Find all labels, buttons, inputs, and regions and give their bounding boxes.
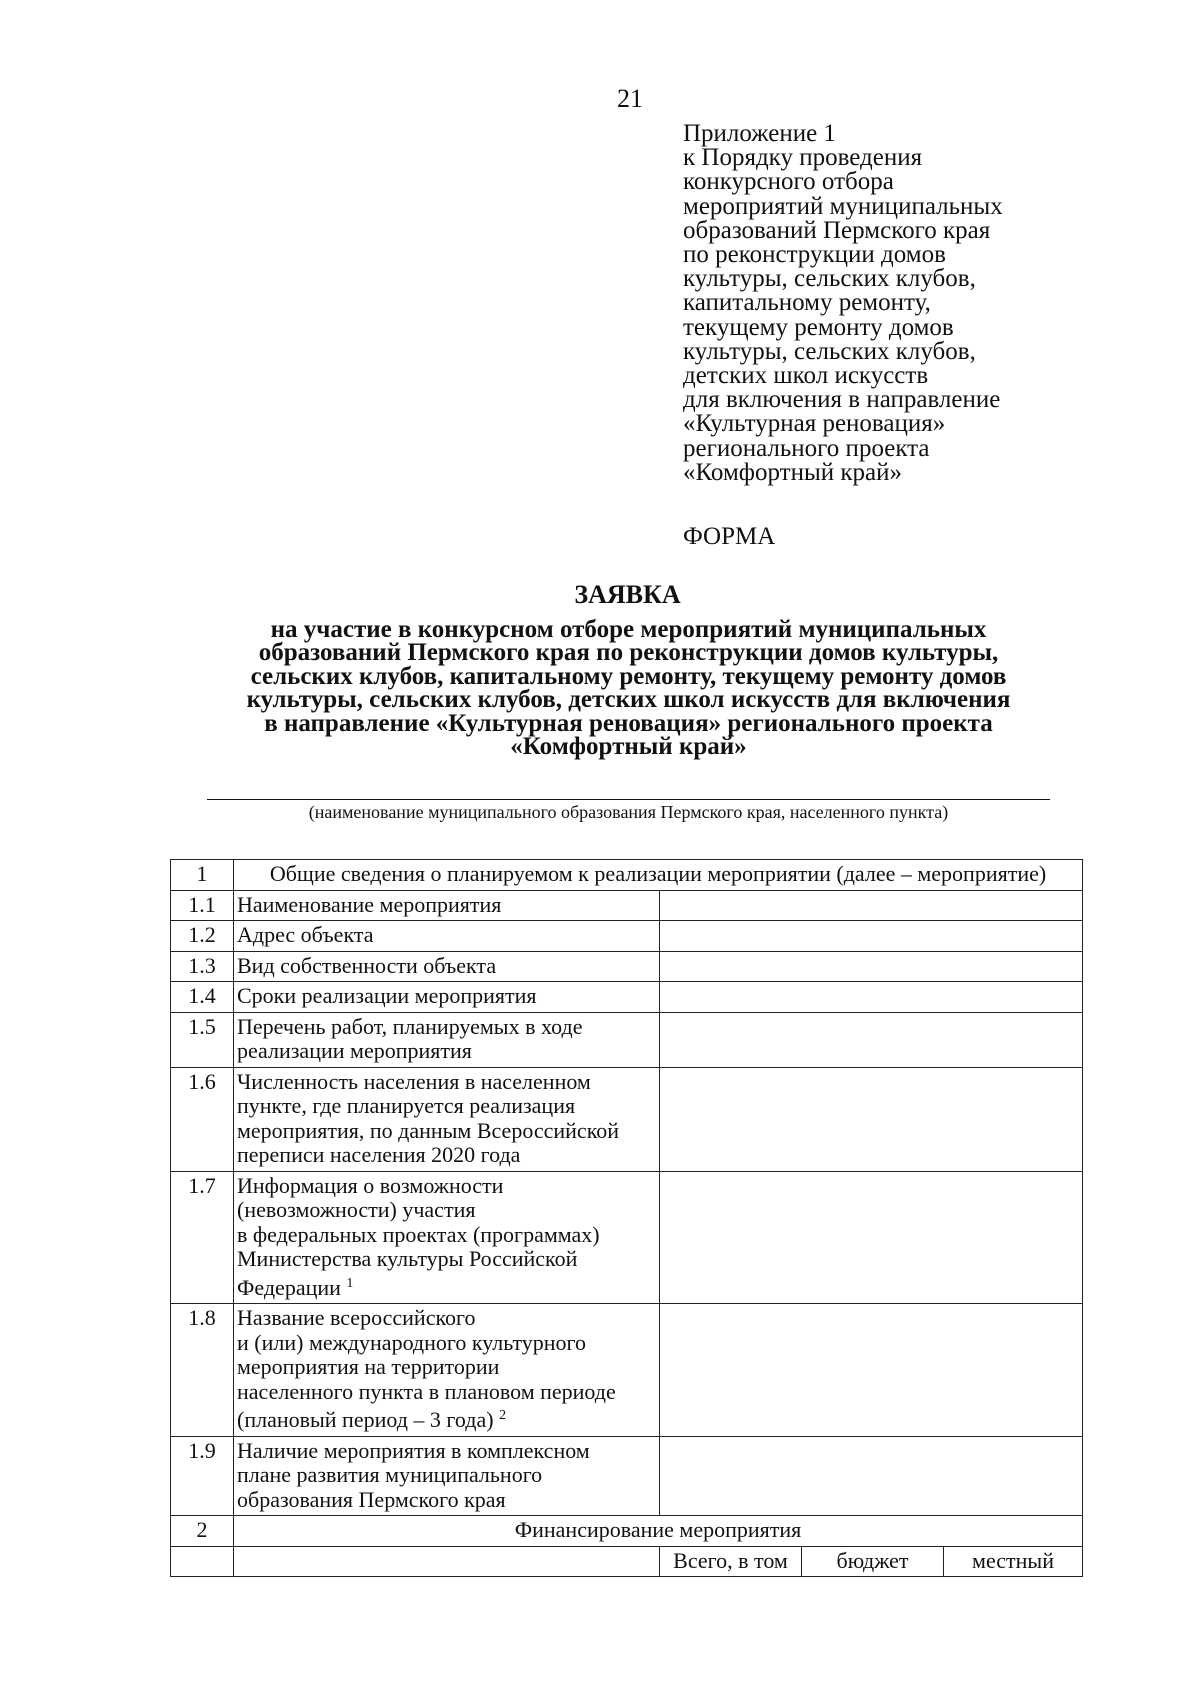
row-number: 1.1 — [171, 890, 234, 921]
row-label-text: Федерации — [237, 1274, 341, 1300]
row-label — [234, 890, 660, 921]
subtitle-line: сельских клубов, капитальному ремонту, текущему ремонту домов — [250, 662, 1007, 690]
row-number: 1.6 — [171, 1067, 234, 1171]
finance-header-row — [171, 1546, 1083, 1577]
appendix-line: по реконструкции домов — [683, 241, 946, 269]
row-number: 1.9 — [171, 1436, 234, 1516]
row-label-line: населенного пункта в плановом периоде — [237, 1378, 616, 1404]
footnote-marker: 2 — [499, 1408, 507, 1423]
row-number: 1.5 — [171, 1012, 234, 1067]
row-label — [234, 1436, 660, 1516]
row-label — [234, 951, 660, 982]
document-subtitle — [170, 616, 1087, 761]
row-label-line: (невозможности) участия — [237, 1197, 476, 1222]
row-label-line: Численность населения в населенном — [237, 1068, 591, 1094]
row-value-cell[interactable] — [660, 890, 1083, 921]
appendix-line: культуры, сельских клубов, — [683, 265, 976, 293]
table-row — [171, 890, 1083, 921]
row-label — [234, 982, 660, 1013]
row-label-line: Сроки реализации мероприятия — [237, 983, 537, 1008]
appendix-line: культуры, сельских клубов, — [683, 337, 976, 365]
table-row — [171, 921, 1083, 952]
application-form-table — [170, 859, 1083, 1577]
appendix-header — [683, 122, 1143, 485]
subtitle-line: образований Пермского края по реконструкции домов культуры, — [258, 639, 999, 667]
section-number: 2 — [171, 1516, 234, 1547]
row-label-line: мероприятия, по данным Всероссийской — [237, 1117, 620, 1143]
appendix-line: детских школ искусств — [683, 362, 929, 390]
row-label — [234, 921, 660, 952]
table-row — [171, 1012, 1083, 1067]
row-value-cell[interactable] — [660, 1171, 1083, 1304]
appendix-line: для включения в направление — [683, 386, 1001, 414]
row-label-line: Адрес объекта — [237, 922, 374, 947]
row-number: 1.4 — [171, 982, 234, 1013]
row-label-line: Наличие мероприятия в комплексном — [237, 1437, 590, 1463]
row-number: 1.3 — [171, 951, 234, 982]
row-value-cell[interactable] — [660, 921, 1083, 952]
row-label-line: Наименование мероприятия — [237, 891, 502, 917]
finance-budget-header: бюджет — [802, 1546, 944, 1577]
row-label — [234, 1304, 660, 1437]
row-label-line-with-footnote — [237, 1272, 656, 1301]
row-value-cell[interactable] — [660, 1304, 1083, 1437]
page-number: 21 — [617, 84, 643, 113]
appendix-line: «Комфортный край» — [683, 458, 902, 486]
appendix-line: к Порядку проведения — [683, 144, 923, 172]
appendix-line: мероприятий муниципальных — [683, 192, 1003, 220]
form-label: ФОРМА — [683, 523, 776, 550]
row-value-cell[interactable] — [660, 982, 1083, 1013]
appendix-line: образований Пермского края — [683, 216, 991, 244]
row-value-cell[interactable] — [660, 951, 1083, 982]
appendix-line: текущему ремонту домов — [683, 313, 954, 341]
table-row — [171, 951, 1083, 982]
row-label-line: пункте, где планируется реализация — [237, 1093, 576, 1118]
row-label-line: Информация о возможности — [237, 1172, 504, 1198]
row-number: 1.7 — [171, 1171, 234, 1304]
subtitle-line: в направление «Культурная реновация» регионального проекта — [264, 709, 993, 737]
section-header-row — [171, 1516, 1083, 1547]
appendix-line: регионального проекта — [683, 434, 930, 462]
appendix-line: «Культурная реновация» — [683, 410, 946, 438]
section-title: Финансирование мероприятия — [234, 1516, 1083, 1547]
row-label-line: Министерства культуры Российской — [237, 1246, 578, 1271]
row-value-cell[interactable] — [660, 1012, 1083, 1067]
subtitle-line: культуры, сельских клубов, детских школ искусств для включения — [246, 686, 1011, 714]
row-label — [234, 1171, 660, 1304]
row-label-line: реализации мероприятия — [237, 1038, 472, 1063]
appendix-line: конкурсного отбора — [683, 168, 894, 196]
row-label-line: Название всероссийского — [237, 1305, 476, 1330]
footnote-marker: 1 — [346, 1275, 354, 1291]
row-value-cell[interactable] — [660, 1436, 1083, 1516]
row-label-line: мероприятия на территории — [237, 1354, 500, 1379]
finance-total-header: Всего, в том — [660, 1546, 802, 1577]
row-label-line-with-footnote — [237, 1404, 656, 1433]
row-label-line: Вид собственности объекта — [237, 952, 497, 978]
row-label-line: и (или) международного культурного — [237, 1329, 587, 1355]
subtitle-line: на участие в конкурсном отборе мероприятий муниципальных — [270, 616, 987, 643]
finance-local-header: местный — [944, 1546, 1083, 1577]
table-row — [171, 1436, 1083, 1516]
row-number: 1.8 — [171, 1304, 234, 1437]
row-label-line: Перечень работ, планируемых в ходе — [237, 1013, 583, 1039]
row-label — [234, 1067, 660, 1171]
row-label-line: плане развития муниципального — [237, 1462, 543, 1487]
finance-empty-cell — [234, 1546, 660, 1577]
subtitle-line: «Комфортный край» — [510, 733, 747, 761]
table-row — [171, 982, 1083, 1013]
section-title: Общие сведения о планируемом к реализации мероприятии (далее – мероприятие) — [234, 860, 1083, 891]
document-title: ЗАЯВКА — [574, 580, 681, 609]
row-number: 1.2 — [171, 921, 234, 952]
appendix-line: капитальному ремонту, — [683, 289, 931, 317]
row-label-line: образования Пермского края — [237, 1486, 506, 1512]
row-label-text: (плановый период – 3 года) — [237, 1407, 494, 1432]
municipality-caption: (наименование муниципального образования Пермского края, населенного пункта) — [308, 802, 949, 822]
row-label — [234, 1012, 660, 1067]
finance-empty-cell — [171, 1546, 234, 1577]
section-header-row — [171, 860, 1083, 891]
row-value-cell[interactable] — [660, 1067, 1083, 1171]
section-number: 1 — [171, 860, 234, 891]
appendix-line: Приложение 1 — [683, 120, 836, 147]
table-row — [171, 1304, 1083, 1437]
table-row — [171, 1171, 1083, 1304]
row-label-line: переписи населения 2020 года — [237, 1142, 521, 1167]
row-label-line: в федеральных проектах (программах) — [237, 1221, 600, 1247]
table-row — [171, 1067, 1083, 1171]
